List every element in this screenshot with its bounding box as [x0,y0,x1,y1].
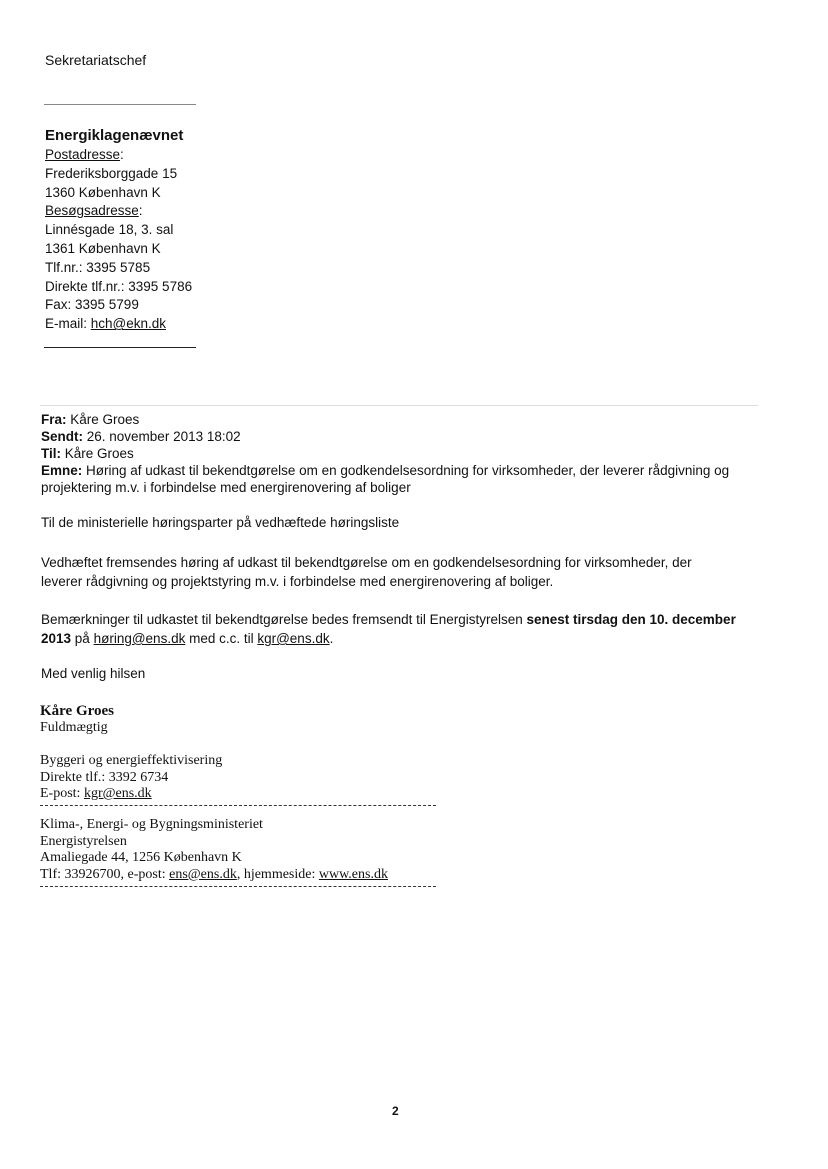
direct-phone: Direkte tlf.nr.: 3395 5786 [45,278,193,294]
visit-address-2: 1361 København K [45,240,161,256]
page-number: 2 [392,1104,399,1118]
sent-row [41,428,729,445]
body-para-2-line-1: Vedhæftet fremsendes høring af udkast til bekendtgørelse om en godkendelsesordning for virksomheder, der [41,555,692,570]
contact-text: Tlf: 33926700, e-post: [40,866,170,882]
divider-top [44,104,196,105]
closing: Med venlig hilsen [41,666,146,681]
cc-email-link[interactable]: kgr@ens.dk [257,631,330,646]
visit-label: Besøgsadresse [45,203,139,219]
post-label-line: Postadresse: [45,147,124,162]
subject-label: Emne: [41,463,83,478]
para3-mid: på [71,631,94,646]
email-line [45,315,192,334]
body-para-2-line-2: leverer rådgivning og projektstyring m.v. i forbindelse med energirenovering af boliger. [41,574,554,589]
from-row [41,411,729,428]
post-address-1: Frederiksborggade 15 [45,165,178,181]
sent-value: 26. november 2013 18:02 [86,429,241,444]
signature-direct: Direkte tlf.: 3392 6734 [40,769,169,785]
from-label: Fra: [41,412,67,427]
email-header-divider [40,405,758,406]
signature-dash-bottom [40,886,436,887]
para3-mid2: med c.c. til [185,631,258,646]
agency-block [40,817,388,883]
sent-label: Sendt: [41,429,83,444]
post-label: Postadresse [45,147,121,162]
subject-value-1: Høring af udkast til bekendtgørelse om en godkendelsesordning for virksomheder, der leverer rådgivning og [86,463,730,478]
signature-email-link[interactable]: kgr@ens.dk [83,786,152,801]
agency-contact [40,867,388,884]
signature-dash-top [40,805,436,806]
subject-value-2: projektering m.v. i forbindelse med energirenovering af boliger [41,480,411,495]
visit-address-1: Linnésgade 18, 3. sal [45,222,174,238]
from-value: Kåre Groes [70,412,140,427]
body-para-3 [41,610,736,648]
para3-end: . [329,631,334,646]
signature-name: Kåre Groes [40,703,115,719]
agency: Energistyrelsen [40,833,127,849]
fax: Fax: 3395 5799 [45,297,139,313]
signature-title: Fuldmægtig [40,719,108,735]
subject-row [41,462,729,479]
body-para-2 [41,553,692,591]
contact-mid: , hjemmeside: [236,866,319,882]
agency-website-link[interactable]: www.ens.dk [318,866,388,882]
divider-org-bottom [44,347,196,348]
email-header [41,411,729,496]
org-name: Energiklagenævnet [45,127,184,144]
page-top-title: Sekretariatschef [45,52,147,68]
visit-label-line: Besøgsadresse: [45,203,143,219]
ministry: Klima-, Energi- og Bygningsministeriet [40,817,263,832]
post-address-2: 1360 København K [45,184,161,200]
agency-address: Amaliegade 44, 1256 København K [40,850,242,865]
to-value: Kåre Groes [64,446,134,461]
signature-dept: Byggeri og energieffektivisering [40,753,223,768]
org-email-link[interactable]: hch@ekn.dk [90,316,167,332]
para3-text: Bemærkninger til udkastet til bekendtgørelse bedes fremsendt til Energistyrelsen [41,612,527,627]
signature-block [40,703,222,803]
para3-deadline: senest tirsdag den 10. december [526,612,736,627]
body-para-3-line-1 [41,610,736,629]
body-para-3-line-2 [41,629,736,648]
org-contact-block [45,126,192,334]
signature-email-line [40,786,222,803]
phone: Tlf.nr.: 3395 5785 [45,259,151,275]
para3-year: 2013 [41,631,72,646]
to-row [41,445,729,462]
agency-email-link[interactable]: ens@ens.dk [169,866,237,882]
hearing-email-link[interactable]: høring@ens.dk [93,631,186,646]
email-label: E-mail: [45,316,91,332]
signature-email-label: E-post: [40,786,84,801]
to-label: Til: [41,446,61,461]
body-para-1: Til de ministerielle høringsparter på vedhæftede høringsliste [41,515,400,530]
